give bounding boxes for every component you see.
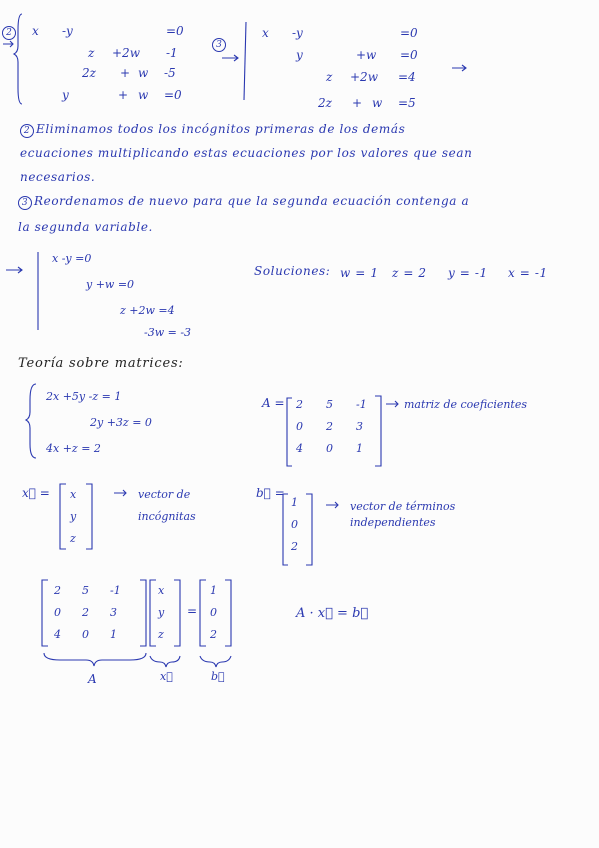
step-marker-2 [2, 24, 18, 40]
sys3-r4-c1: 2z [318, 96, 332, 110]
matrix-A-cell: 4 [296, 442, 303, 455]
matrix-A-cell: 0 [326, 442, 333, 455]
sys3-r2-c4: =0 [400, 48, 418, 62]
matrix-A-cell: 3 [356, 420, 363, 433]
product-A-cell: 2 [82, 606, 89, 619]
sys2-r2-c4: -1 [166, 46, 178, 60]
product-A-cell: 1 [110, 628, 117, 641]
product-x-cell: z [158, 628, 164, 641]
step-marker-3 [212, 36, 228, 52]
arrow-icon [452, 65, 466, 71]
sys2-r2-c3: +2w [112, 46, 140, 60]
sys2-r2-c2: z [88, 46, 95, 60]
product-A-right-bracket [140, 580, 146, 646]
sys2-r1-c4: =0 [166, 24, 184, 38]
matrix-A-right-bracket [375, 396, 381, 466]
underbrace-label-b: b⃗ [211, 670, 225, 683]
sys3-r1-c2: -y [292, 26, 303, 40]
x-vector-right-bracket [86, 484, 92, 549]
product-b-left-bracket [200, 580, 206, 646]
bracket-system3 [244, 22, 246, 100]
arrow-icon [3, 41, 13, 47]
note-text: Eliminamos todos los incógnitos primeras de los demás [36, 122, 406, 136]
solution-w: w = 1 [340, 266, 379, 280]
final-row-2: y +w =0 [86, 278, 135, 291]
matrix-A-cell: 2 [326, 420, 333, 433]
sys3-r4-c2: + [352, 96, 363, 110]
b-vector-cell: 1 [291, 496, 298, 509]
underbrace-A [44, 653, 146, 666]
sys3-r3-c1: z [326, 70, 333, 84]
brace-theory-system [26, 384, 36, 458]
x-vector-label: x⃗ = [22, 486, 50, 500]
product-A-cell: 5 [82, 584, 89, 597]
product-A-cell: 4 [54, 628, 61, 641]
matrix-A-cell: 1 [356, 442, 363, 455]
circled-number: 2 [20, 124, 34, 138]
sys3-r4-c4: =5 [398, 96, 416, 110]
sys3-r4-c3: w [372, 96, 383, 110]
b-vector-label: b⃗ = [256, 486, 285, 500]
circled-number: 2 [2, 26, 16, 40]
note-step3-line2: la segunda variable. [18, 220, 153, 234]
product-b-cell: 2 [210, 628, 217, 641]
sys2-r3-c3: w [138, 66, 149, 80]
product-x-cell: x [158, 584, 165, 597]
product-b-cell: 1 [210, 584, 217, 597]
sys2-r4-c4: =0 [164, 88, 182, 102]
sys3-r2-c3: +w [356, 48, 377, 62]
b-vector-cell: 0 [291, 518, 298, 531]
theory-title: Teoría sobre matrices: [18, 356, 184, 371]
final-row-1: x -y =0 [52, 252, 92, 265]
product-b-cell: 0 [210, 606, 217, 619]
theory-row-2: 2y +3z = 0 [90, 416, 152, 429]
note-step2-line2: ecuaciones multiplicando estas ecuaciones por los valores que sean [20, 146, 473, 160]
underbrace-label-x: x⃗ [160, 670, 173, 683]
equals-sign: = [187, 604, 198, 618]
underbrace-x [150, 656, 180, 667]
x-vector-note-2: incógnitas [138, 510, 196, 523]
solution-y: y = -1 [448, 266, 488, 280]
matrix-A-label: A = [262, 396, 285, 410]
note-step2-line1 [20, 122, 405, 138]
x-vector-note-1: vector de [138, 488, 191, 501]
sys2-r4-c2: + [118, 88, 129, 102]
x-vector-left-bracket [60, 484, 66, 549]
product-A-cell: 0 [54, 606, 61, 619]
circled-number: 3 [18, 196, 32, 210]
matrix-A-cell: 2 [296, 398, 303, 411]
solution-x: x = -1 [508, 266, 548, 280]
product-A-cell: 0 [82, 628, 89, 641]
solution-z: z = 2 [392, 266, 427, 280]
b-vector-cell: 2 [291, 540, 298, 553]
matrix-A-cell: 5 [326, 398, 333, 411]
circled-number: 3 [212, 38, 226, 52]
sys3-r1-c1: x [262, 26, 269, 40]
b-vector-note-2: independientes [350, 516, 436, 529]
sys2-r4-c1: y [62, 88, 69, 102]
product-x-cell: y [158, 606, 165, 619]
x-vector-cell: x [70, 488, 77, 501]
theory-row-3: 4x +z = 2 [46, 442, 101, 455]
sys3-r2-c1: y [296, 48, 303, 62]
arrow-icon [326, 502, 338, 508]
theory-row-1: 2x +5y -z = 1 [46, 390, 122, 403]
product-A-left-bracket [42, 580, 48, 646]
matrix-A-left-bracket [287, 398, 292, 466]
sys2-r3-c2: + [120, 66, 131, 80]
sys2-r1-c2: -y [62, 24, 73, 38]
note-step3-line1 [18, 194, 469, 210]
product-A-cell: -1 [110, 584, 121, 597]
arrow-icon [114, 490, 126, 496]
underbrace-b [200, 656, 231, 667]
product-A-cell: 2 [54, 584, 61, 597]
x-vector-cell: z [70, 532, 76, 545]
note-step2-line3: necesarios. [20, 170, 96, 184]
sys2-r3-c4: -5 [164, 66, 176, 80]
product-A-cell: 3 [110, 606, 117, 619]
arrow-icon [386, 401, 398, 407]
product-b-right-bracket [225, 580, 231, 646]
sys3-r1-c4: =0 [400, 26, 418, 40]
matrix-A-cell: 0 [296, 420, 303, 433]
product-x-right-bracket [174, 580, 180, 646]
matrix-A-cell: -1 [356, 398, 367, 411]
b-vector-left-bracket [283, 494, 288, 565]
arrow-icon [222, 55, 238, 61]
note-text: Reordenamos de nuevo para que la segunda ecuación contenga a [34, 194, 470, 208]
sys3-r3-c3: +2w [350, 70, 378, 84]
arrow-icon [6, 267, 22, 273]
sys2-r1-c1: x [32, 24, 39, 38]
sys2-r4-c3: w [138, 88, 149, 102]
solutions-label: Soluciones: [254, 264, 331, 278]
b-vector-right-bracket [306, 494, 312, 565]
product-x-left-bracket [150, 580, 156, 646]
final-row-4: -3w = -3 [144, 326, 192, 339]
sys3-r3-c4: =4 [398, 70, 416, 84]
underbrace-label-A: A [88, 672, 97, 686]
x-vector-cell: y [70, 510, 77, 523]
sys2-r3-c1: 2z [82, 66, 96, 80]
matrix-equation: A · x⃗ = b⃗ [296, 606, 369, 621]
b-vector-note-1: vector de términos [350, 500, 456, 513]
final-row-3: z +2w =4 [120, 304, 175, 317]
matrix-A-note: matriz de coeficientes [404, 398, 528, 411]
